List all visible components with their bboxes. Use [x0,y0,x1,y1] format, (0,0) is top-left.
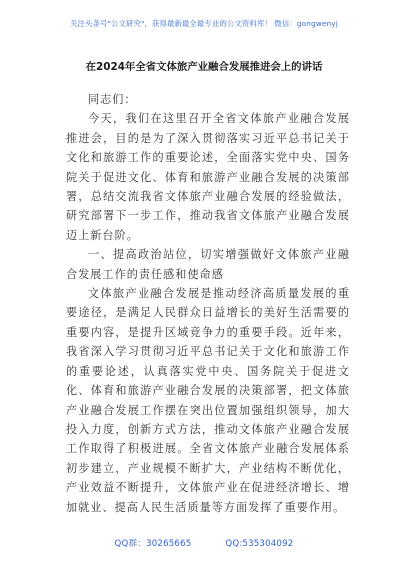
document-title: 在2024年全省文体旅产业融合发展推进会上的讲话 [85,61,323,73]
document-body [66,90,350,517]
footer-qq-number: QQ:535304092 [225,539,294,549]
footer-contact [0,537,408,549]
paragraph-intro: 今天，我们在这里召开全省文体旅产业融合发展推进会，目的是为了深入贯彻落实习近平总书记关于文化和旅游工作的重要论述，全面落实党中央、国务院关于促进文化、体育和旅游产业融合发展的决策部署，总结交流我省文体旅产业融合发展的经验做法，研究部署下一步工作，推动我省文体旅产业融合发展迈上新台阶。 [66,112,350,242]
salutation: 同志们： [88,93,137,106]
top-banner: 关注头条号"公文研究"，获得最新最全最专业的公文资料库！ 微信：gongwenyj [70,19,338,28]
paragraph-section-1: 文体旅产业融合发展是推动经济高质量发展的重要途径，是满足人民群众日益增长的美好生活需要的重要内容，是提升区域竞争力的重要手段。近年来，我省深入学习贯彻习近平总书记关于文化和旅游工作的重要论述，认真落实党中央、国务院关于促进文化、体育和旅游产业融合发展的决策部署，把文体旅产业融合发展工作摆在突出位置加强组织领导，加大投入力度，创新方式方法，推动文体旅产业融合发展工作取得了积极进展。全省文体旅产业融合发展体系初步建立，产业规模不断扩大，产业结构不断优化，产业效益不断提升，文体旅产业在促进经济增长、增加就业、提高人民生活质量等方面发挥了重要作用。 [66,287,350,514]
section-heading-1: 一、提高政治站位，切实增强做好文体旅产业融合发展工作的责任感和使命感 [66,248,350,281]
footer-qq-group: QQ群：30265665 [114,539,192,549]
